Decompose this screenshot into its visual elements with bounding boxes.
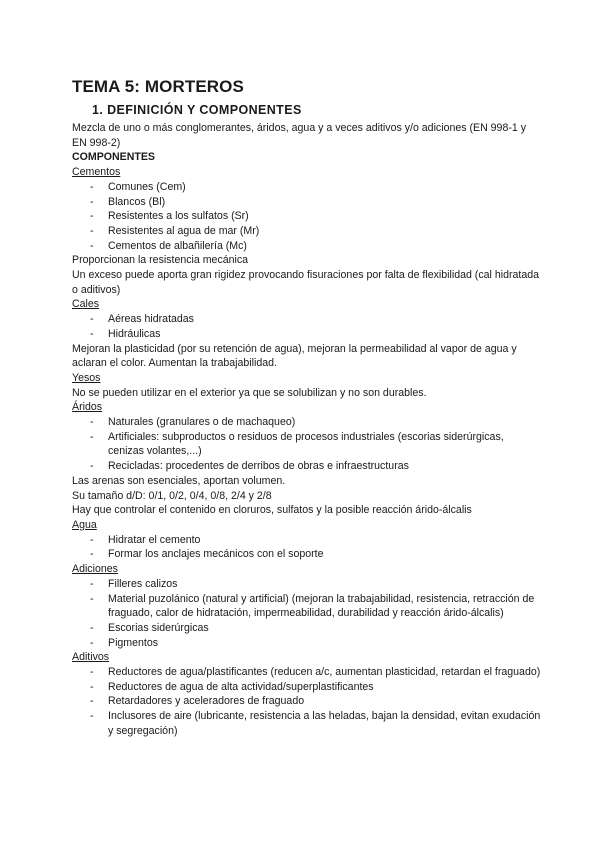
list-item: - Reductores de agua de alta actividad/superplastificantes — [72, 680, 542, 695]
aridos-list — [72, 415, 542, 474]
list-item: - Material puzolánico (natural y artificial) (mejoran la trabajabilidad, resistencia, retracción de fraguado, calor de hidratación, impermeabilidad, durabilidad y reacción árido-álcalis) — [72, 592, 542, 621]
agua-heading: Agua — [72, 518, 97, 531]
agua-list — [72, 533, 542, 562]
list-item: - Reductores de agua/plastificantes (reducen a/c, aumentan plasticidad, retardan el fraguado) — [72, 665, 542, 680]
list-item: - Cementos de albañilería (Mc) — [72, 239, 542, 254]
yesos-note: No se pueden utilizar en el exterior ya que se solubilizan y no son durables. — [72, 386, 427, 399]
list-item: - Hidratar el cemento — [72, 533, 542, 548]
list-item: - Hidráulicas — [72, 327, 542, 342]
cementos-heading: Cementos — [72, 166, 121, 179]
list-item: - Inclusores de aire (lubricante, resistencia a las heladas, bajan la densidad, evitan exudación y segregación) — [72, 709, 542, 738]
list-item: - Pigmentos — [72, 636, 542, 651]
aditivos-list — [72, 665, 542, 739]
yesos-heading: Yesos — [72, 371, 101, 384]
aridos-note: Hay que controlar el contenido en cloruros, sulfatos y la posible reacción árido-álcalis — [72, 504, 472, 517]
cales-list — [72, 312, 542, 341]
list-item: - Retardadores y aceleradores de fraguado — [72, 694, 542, 709]
cementos-list — [72, 180, 542, 254]
componentes-heading: COMPONENTES — [72, 151, 155, 164]
cales-note: Mejoran la plasticidad (por su retención de agua), mejoran la permeabilidad al vapor de agua y aclaran el color. Aumentan la trabajabilidad. — [72, 342, 517, 370]
list-item: - Resistentes al agua de mar (Mr) — [72, 224, 542, 239]
section-heading — [92, 102, 542, 119]
list-item: - Naturales (granulares o de machaqueo) — [72, 415, 542, 430]
aridos-note: Su tamaño d/D: 0/1, 0/2, 0/4, 0/8, 2/4 y 2/8 — [72, 489, 272, 502]
list-item: - Recicladas: procedentes de derribos de obras e infraestructuras — [72, 459, 542, 474]
list-item: - Formar los anclajes mecánicos con el soporte — [72, 547, 542, 562]
page-title: TEMA 5: MORTEROS — [72, 77, 244, 96]
list-item: - Resistentes a los sulfatos (Sr) — [72, 209, 542, 224]
list-item: - Artificiales: subproductos o residuos de procesos industriales (escorias siderúrgicas, cenizas volantes,...) — [72, 430, 542, 459]
cementos-note: Proporcionan la resistencia mecánica — [72, 254, 249, 267]
aditivos-heading: Aditivos — [72, 651, 110, 664]
intro-paragraph: Mezcla de uno o más conglomerantes, áridos, agua y a veces aditivos y/o adiciones (EN 998-1 y EN 998-2) — [72, 122, 527, 149]
list-item: - Escorias siderúrgicas — [72, 621, 542, 636]
list-item: - Filleres calizos — [72, 577, 542, 592]
cales-heading: Cales — [72, 298, 100, 311]
adiciones-heading: Adiciones — [72, 563, 118, 576]
list-item: - Aéreas hidratadas — [72, 312, 542, 327]
cementos-note: Un exceso puede aporta gran rigidez provocando fisuraciones por falta de flexibilidad (cal hidratada o aditivos) — [72, 269, 539, 296]
aridos-note: Las arenas son esenciales, aportan volumen. — [72, 474, 286, 487]
aridos-heading: Áridos — [72, 401, 103, 414]
list-item: - Blancos (Bl) — [72, 195, 542, 210]
document-page — [72, 76, 542, 739]
section-title: DEFINICIÓN Y COMPONENTES — [107, 103, 302, 117]
section-number: 1. — [92, 103, 104, 117]
list-item: - Comunes (Cem) — [72, 180, 542, 195]
adiciones-list — [72, 577, 542, 651]
